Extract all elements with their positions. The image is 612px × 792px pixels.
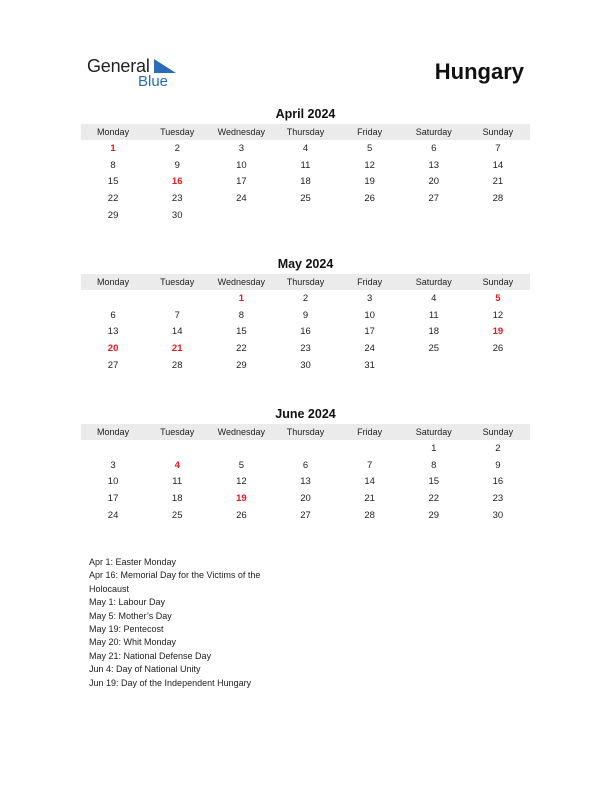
day-cell: 19 [364,176,375,188]
logo-text-general: General [87,56,150,76]
day-cell: 24 [364,343,375,355]
weekday-header [81,424,530,440]
day-cell: 18 [300,176,311,188]
day-cell: 21 [492,176,504,188]
weekday-label: Tuesday [160,127,195,137]
day-cell: 6 [302,459,309,471]
day-cell: 30 [492,510,504,522]
day-cell: 9 [302,309,309,321]
day-cell: 7 [174,309,180,321]
day-cell: 25 [171,510,183,522]
month-title: June 2024 [275,407,336,421]
holiday-note: Jun 19: Day of the Independent Hungary [89,677,252,688]
weekday-label: Monday [97,127,130,137]
day-cell: 12 [492,309,504,321]
holiday-notes [89,556,299,690]
day-cell: 17 [236,176,247,188]
day-cell: 14 [492,159,504,171]
weekday-label: Friday [357,427,383,437]
day-cell: 15 [107,176,119,188]
week-row [81,357,530,374]
day-cell: 13 [300,476,311,488]
week-row [81,457,530,474]
day-cell: 29 [428,510,440,522]
day-cell: 23 [171,193,183,205]
logo-triangle-icon [154,59,176,73]
day-cell: 21 [171,343,183,355]
day-cell: 4 [302,142,309,154]
day-cell: 9 [495,459,501,471]
week-row [81,440,530,457]
weekday-header [81,124,530,140]
holiday-note: May 5: Mother’s Day [89,610,172,621]
week-row [81,290,530,307]
day-cell: 18 [171,493,183,505]
day-cell: 20 [428,176,440,188]
day-cell: 21 [364,493,375,505]
week-row [81,507,530,524]
day-cell: 16 [171,176,183,188]
day-cell: 1 [110,142,116,154]
weekday-label: Friday [357,127,383,137]
weekday-label: Saturday [415,127,452,137]
day-cell: 11 [428,309,439,321]
day-cell: 26 [364,193,375,205]
day-cell: 10 [364,309,375,321]
day-cell: 3 [366,292,373,304]
day-cell: 10 [107,476,119,488]
holiday-note: Apr 16: Memorial Day for the Victims of the Holocaust [89,570,261,594]
week-row [81,490,530,507]
logo-text-blue: Blue [138,73,169,90]
month-grid [81,440,530,524]
weekday-label: Sunday [482,427,514,437]
week-row [81,340,530,357]
day-cell: 20 [300,493,311,505]
week-row [81,140,530,157]
weekday-label: Sunday [482,127,514,137]
day-cell: 30 [300,360,311,372]
day-cell: 25 [428,343,440,355]
day-cell: 4 [174,459,180,471]
weekday-label: Sunday [482,277,514,287]
month-title: April 2024 [275,107,336,121]
day-cell: 3 [110,459,116,471]
day-cell: 14 [171,326,183,338]
day-cell: 19 [236,493,247,505]
day-cell: 5 [238,459,244,471]
weekday-label: Wednesday [217,127,266,137]
day-cell: 11 [300,159,311,171]
week-row [81,174,530,191]
day-cell: 5 [495,292,501,304]
day-cell: 15 [428,476,440,488]
month-grid [81,290,530,374]
holiday-note: Jun 4: Day of National Unity [89,664,201,675]
holiday-note: May 21: National Defense Day [89,650,212,661]
weekday-label: Thursday [286,427,325,437]
day-cell: 22 [107,193,119,205]
day-cell: 30 [171,210,183,222]
day-cell: 2 [302,292,309,304]
weekday-label: Monday [97,277,130,287]
country-title: Hungary [434,59,524,84]
day-cell: 2 [495,442,501,454]
day-cell: 29 [236,360,247,372]
week-row [81,157,530,174]
day-cell: 9 [174,159,180,171]
month-may [81,256,530,374]
weekday-label: Friday [357,277,383,287]
day-cell: 28 [492,193,504,205]
day-cell: 7 [495,142,501,154]
holiday-note: Apr 1: Easter Monday [89,557,177,567]
day-cell: 19 [492,326,504,338]
day-cell: 12 [236,476,247,488]
day-cell: 23 [492,493,504,505]
day-cell: 14 [364,476,375,488]
day-cell: 4 [431,292,437,304]
week-row [81,474,530,491]
day-cell: 26 [236,510,247,522]
day-cell: 15 [236,326,247,338]
week-row [81,207,530,224]
day-cell: 31 [364,360,375,372]
day-cell: 13 [428,159,440,171]
day-cell: 5 [366,142,373,154]
day-cell: 28 [171,360,183,372]
month-grid [81,140,530,224]
weekday-label: Tuesday [160,277,195,287]
day-cell: 22 [236,343,247,355]
day-cell: 13 [107,326,119,338]
holiday-note: May 19: Pentecost [89,624,164,635]
week-row [81,190,530,207]
day-cell: 20 [107,343,119,355]
weekday-label: Monday [97,427,130,437]
day-cell: 10 [236,159,247,171]
day-cell: 16 [492,476,504,488]
day-cell: 2 [174,142,180,154]
weekday-label: Thursday [286,127,325,137]
weekday-label: Wednesday [217,277,266,287]
day-cell: 27 [428,193,440,205]
month-april [81,106,530,224]
day-cell: 18 [428,326,440,338]
day-cell: 17 [107,493,119,505]
generalblue-logo [87,56,187,96]
day-cell: 27 [107,360,119,372]
day-cell: 29 [107,210,119,222]
weekday-label: Thursday [286,277,325,287]
day-cell: 1 [238,292,244,304]
holiday-note: May 1: Labour Day [89,597,166,608]
day-cell: 16 [300,326,311,338]
weekday-label: Saturday [415,277,452,287]
month-title: May 2024 [277,257,334,271]
day-cell: 8 [110,159,116,171]
day-cell: 1 [431,442,437,454]
day-cell: 28 [364,510,375,522]
day-cell: 6 [431,142,437,154]
week-row [81,307,530,324]
day-cell: 6 [110,309,116,321]
day-cell: 11 [172,476,183,488]
day-cell: 3 [238,142,244,154]
day-cell: 7 [366,459,373,471]
day-cell: 24 [236,193,247,205]
weekday-header [81,274,530,290]
day-cell: 25 [300,193,311,205]
day-cell: 17 [364,326,375,338]
holiday-note: May 20: Whit Monday [89,637,177,648]
day-cell: 22 [428,493,440,505]
day-cell: 12 [364,159,375,171]
day-cell: 27 [300,510,311,522]
day-cell: 26 [492,343,504,355]
day-cell: 24 [107,510,119,522]
weekday-label: Saturday [415,427,452,437]
day-cell: 23 [300,343,311,355]
day-cell: 8 [431,459,437,471]
month-june [81,406,530,524]
weekday-label: Wednesday [217,427,266,437]
weekday-label: Tuesday [160,427,195,437]
week-row [81,324,530,341]
day-cell: 8 [238,309,244,321]
